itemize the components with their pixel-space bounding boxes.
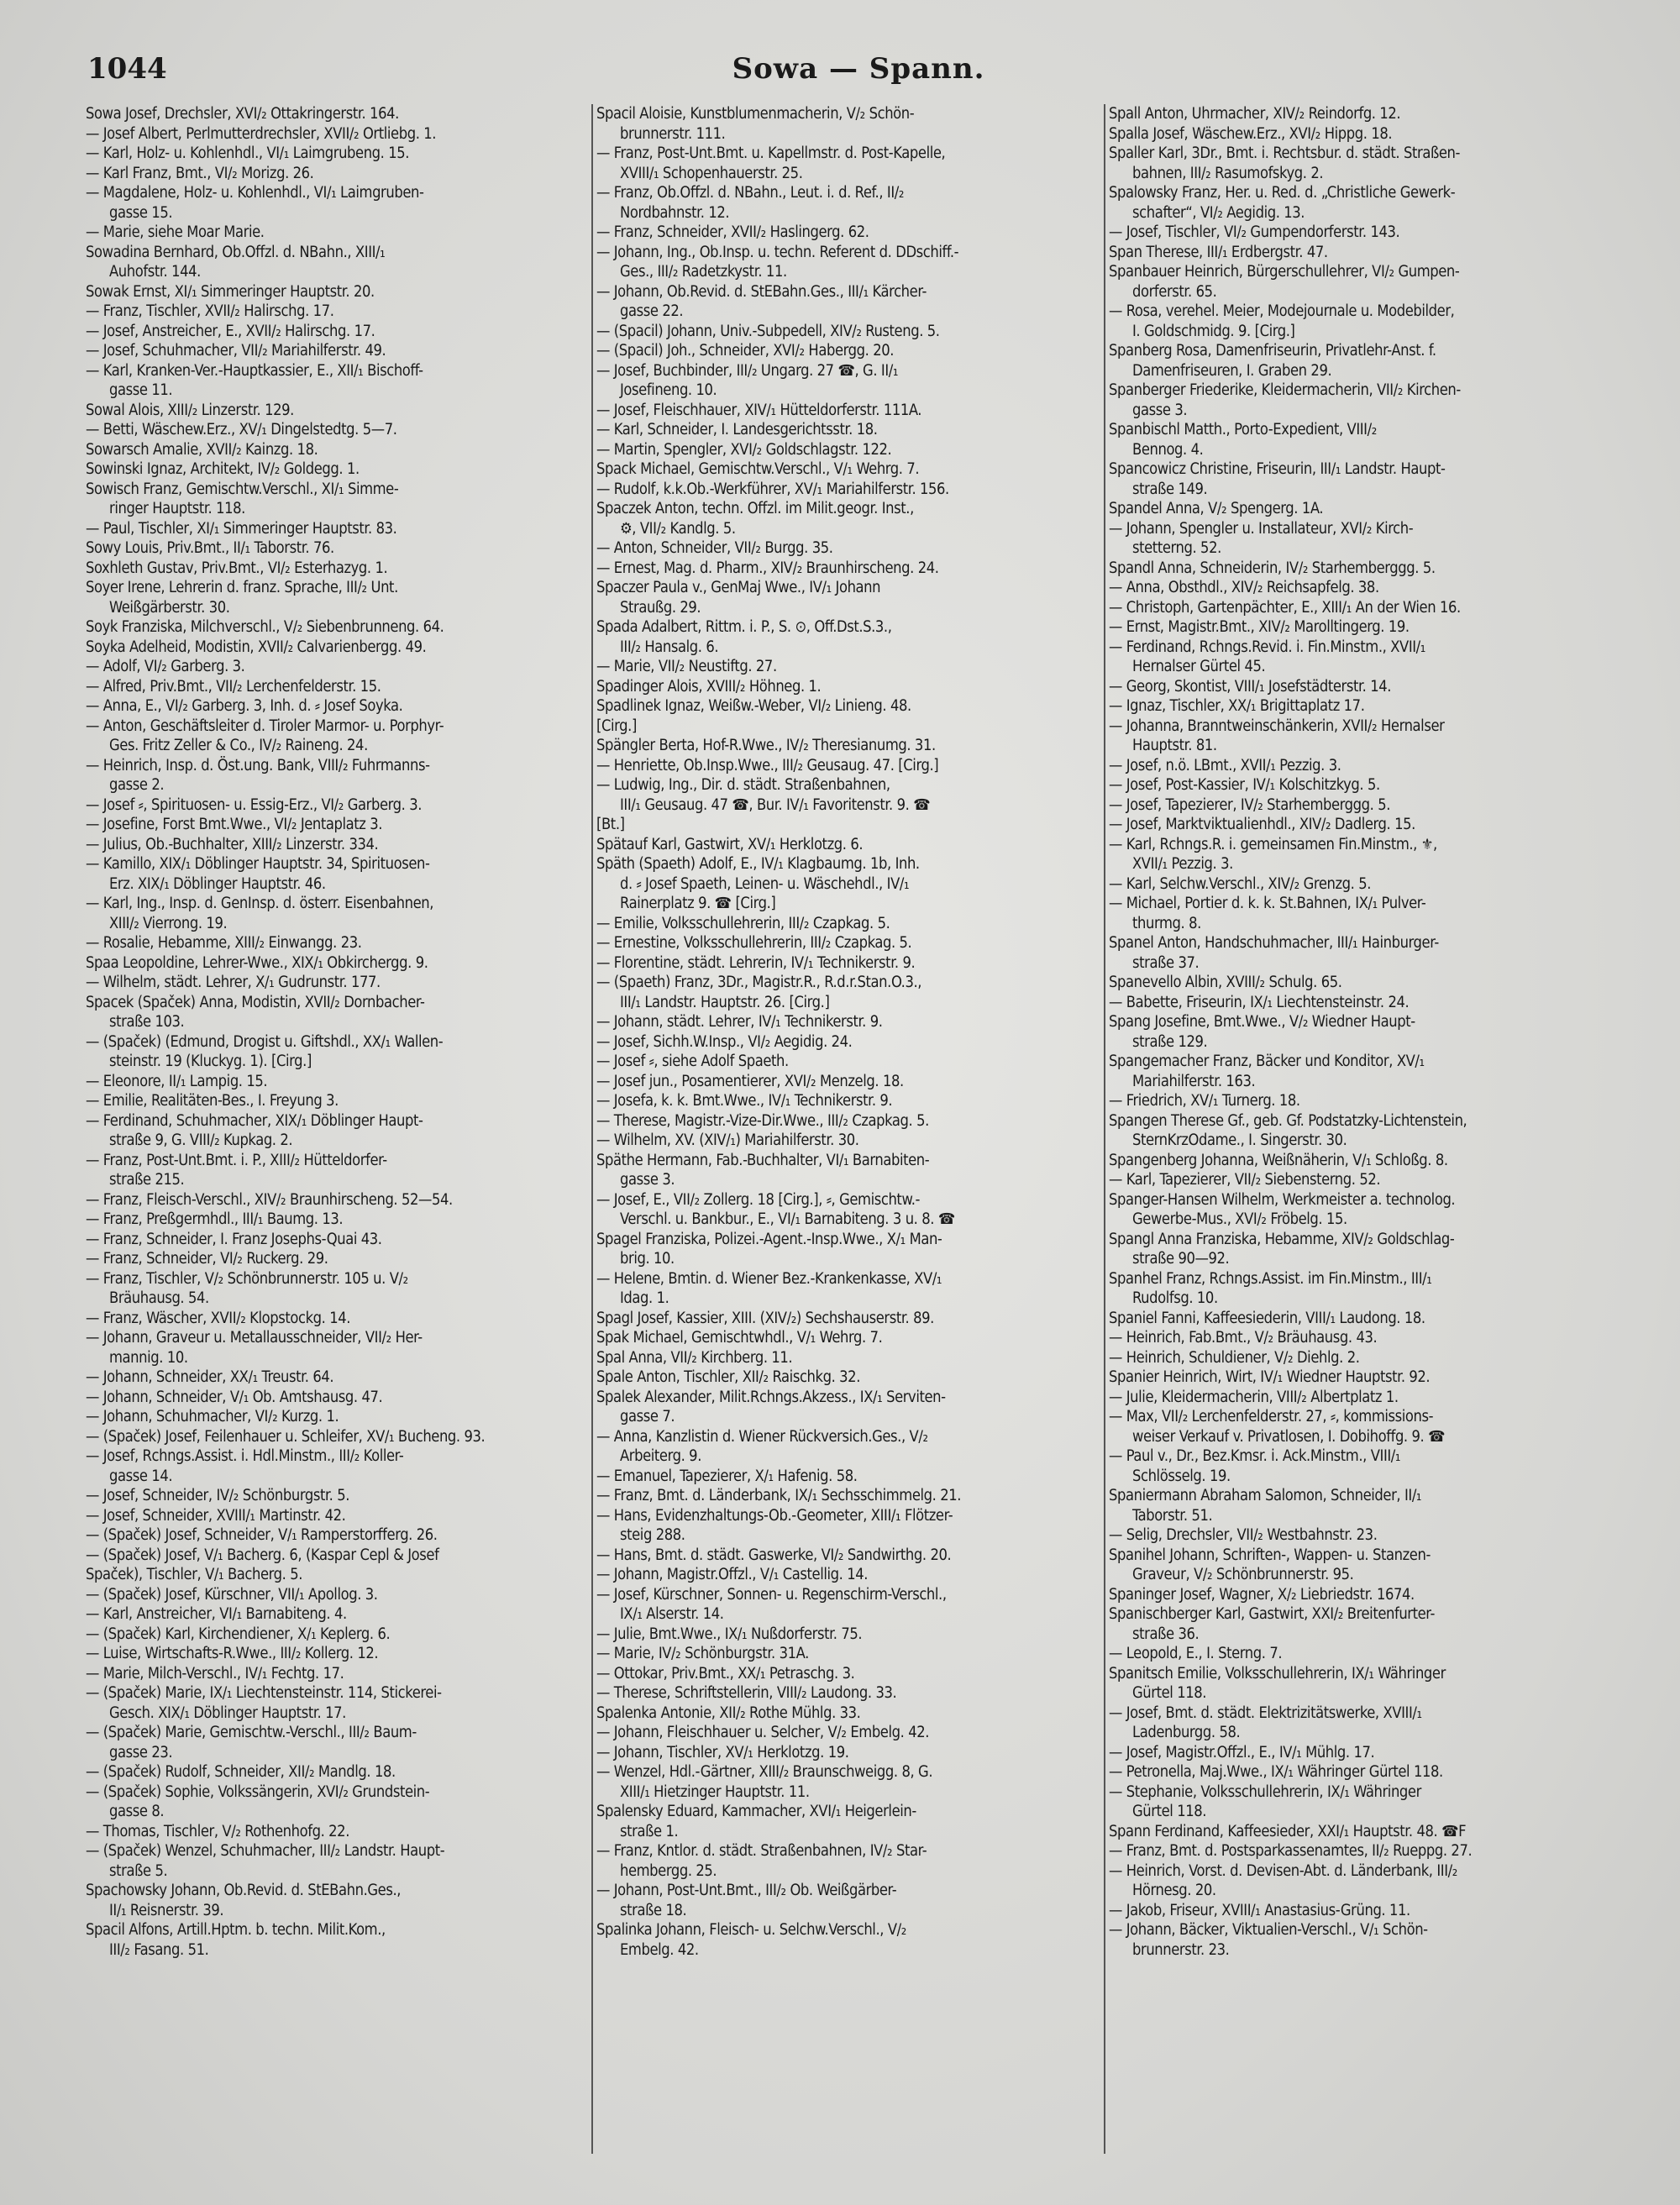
directory-entry-line: — (Spaček) Rudolf, Schneider, XII/₂ Mandlg. 18. xyxy=(86,1763,396,1781)
directory-entry-line: thurmg. 8. xyxy=(1132,914,1201,932)
directory-entry-line: gasse 15. xyxy=(109,203,173,222)
directory-entry-line: Spangemacher Franz, Bäcker und Konditor, XV/₁ xyxy=(1109,1053,1425,1070)
directory-entry-line: Sowadina Bernhard, Ob.Offzl. d. NBahn., XIII/₁ xyxy=(86,243,386,261)
directory-entry-line: gasse 3. xyxy=(620,1171,675,1189)
directory-entry-line: — Johann, Spengler u. Installateur, XVI/₂ Kirch- xyxy=(1109,519,1414,538)
directory-entry-line: — (Spaček) Marie, IX/₁ Liechtensteinstr. 114, Stickerei- xyxy=(86,1684,442,1702)
directory-entry-line: — Josef, Fleischhauer, XIV/₁ Hütteldorferstr. 111A. xyxy=(596,401,922,419)
directory-entry-line: Mariahilferstr. 163. xyxy=(1132,1072,1256,1090)
directory-entry-line: — Johann, Graveur u. Metallausschneider, VII/₂ Her- xyxy=(86,1329,423,1347)
directory-entry-line: Schlösselg. 19. xyxy=(1132,1467,1231,1485)
directory-entry-line: Spalla Josef, Wäschew.Erz., XVI/₂ Hippg. 18. xyxy=(1109,124,1393,143)
column-right xyxy=(1109,104,1611,2171)
directory-entry-line: — Franz, Preßgermhdl., III/₁ Baumg. 13. xyxy=(86,1210,344,1228)
directory-entry-line: — Adolf, VI/₂ Garberg. 3. xyxy=(86,658,245,675)
directory-entry-line: Spanevello Albin, XVIII/₂ Schulg. 65. xyxy=(1109,974,1342,991)
directory-entry-line: — Anton, Geschäftsleiter d. Tiroler Marmor- u. Porphyr- xyxy=(86,717,444,735)
directory-entry-line: — Marie, Milch-Verschl., IV/₁ Fechtg. 17. xyxy=(86,1664,344,1683)
directory-entry-line: Straußg. 29. xyxy=(620,598,701,617)
directory-entry-line: Bennog. 4. xyxy=(1132,440,1204,459)
directory-entry-line: — Marie, IV/₂ Schönburgstr. 31A. xyxy=(596,1645,809,1662)
directory-entry-line: Soxhleth Gustav, Priv.Bmt., VI/₂ Esterhazyg. 1. xyxy=(86,559,388,577)
directory-entry-line: Spann Ferdinand, Kaffeesieder, XXI/₁ Hauptstr. 48. ☎F xyxy=(1109,1822,1467,1840)
directory-entry-line: Sowal Alois, XIII/₂ Linzerstr. 129. xyxy=(86,401,294,419)
directory-entry-line: — Johann, städt. Lehrer, IV/₁ Technikerstr. 9. xyxy=(596,1013,883,1031)
directory-entry-line: Verschl. u. Bankbur., E., VI/₁ Barnabiteng. 3 u. 8. ☎ xyxy=(620,1210,955,1228)
directory-entry-line: — Josef, Bmt. d. städt. Elektrizitätswerke, XVIII/₁ xyxy=(1109,1704,1422,1722)
directory-entry-line: straße 103. xyxy=(109,1013,185,1031)
directory-entry-line: — Julius, Ob.-Buchhalter, XIII/₂ Linzerstr. 334. xyxy=(86,835,379,853)
directory-entry-line: — Franz, Schneider, I. Franz Josephs-Quai 43. xyxy=(86,1230,382,1248)
directory-entry-line: gasse 11. xyxy=(109,381,173,399)
directory-entry-line: Spaček), Tischler, V/₁ Bacherg. 5. xyxy=(86,1566,303,1583)
directory-entry-line: — Anna, Kanzlistin d. Wiener Rückversich.Ges., V/₂ xyxy=(596,1427,928,1446)
directory-entry-line: Span Therese, III/₁ Erdbergstr. 47. xyxy=(1109,243,1328,261)
directory-entry-line: XVII/₁ Pezzig. 3. xyxy=(1132,855,1233,873)
directory-entry-line: — Josef, Kürschner, Sonnen- u. Regenschirm-Verschl., xyxy=(596,1585,947,1604)
directory-entry-line: — Johann, Bäcker, Viktualien-Verschl., V/₁ Schön- xyxy=(1109,1921,1428,1939)
directory-entry-line: Spangen Therese Gf., geb. Gf. Podstatzky-Lichtenstein, xyxy=(1109,1111,1467,1130)
directory-entry-line: XIII/₁ Hietzinger Hauptstr. 11. xyxy=(620,1782,810,1801)
directory-entry-line: gasse 7. xyxy=(620,1408,675,1425)
directory-entry-line: — Franz, Tischler, XVII/₂ Halirschg. 17. xyxy=(86,302,334,320)
directory-entry-line: — Ernest, Mag. d. Pharm., XIV/₂ Braunhirscheng. 24. xyxy=(596,559,939,577)
directory-entry-line: — Josef jun., Posamentierer, XVI/₂ Menzelg. 18. xyxy=(596,1072,904,1090)
directory-entry-line: [Bt.] xyxy=(596,816,625,833)
directory-entry-line: — Ernestine, Volksschullehrerin, III/₂ Czapkag. 5. xyxy=(596,934,912,952)
directory-entry-line: straße 90—92. xyxy=(1132,1250,1230,1268)
directory-entry-line: — Johann, Ing., Ob.Insp. u. techn. Referent d. DDschiff.- xyxy=(596,243,959,261)
directory-entry-line: III/₂ Fasang. 51. xyxy=(109,1940,209,1959)
directory-entry-line: — Karl, Rchngs.R. i. gemeinsamen Fin.Minstm., ⚜, xyxy=(1109,835,1437,853)
directory-entry-line: mannig. 10. xyxy=(109,1348,188,1367)
directory-entry-line: Spaller Karl, 3Dr., Bmt. i. Rechtsbur. d. städt. Straßen- xyxy=(1109,144,1461,162)
directory-entry-line: — Emilie, Volksschullehrerin, III/₂ Czapkag. 5. xyxy=(596,914,890,932)
directory-entry-line: gasse 8. xyxy=(109,1803,165,1820)
directory-entry-line: Rainerplatz 9. ☎ [Cirg.] xyxy=(620,895,776,912)
directory-entry-line: — Karl, Holz- u. Kohlenhdl., VI/₁ Laimgrubeng. 15. xyxy=(86,144,410,162)
directory-entry-line: — Paul, Tischler, XI/₁ Simmeringer Hauptstr. 83. xyxy=(86,519,397,538)
directory-entry-line: straße 37. xyxy=(1132,953,1200,972)
directory-entry-line: — Ferdinand, Schuhmacher, XIX/₁ Döblinger Haupt- xyxy=(86,1111,423,1130)
directory-entry-line: — Josef, Tapezierer, IV/₂ Starhemberggg. 5. xyxy=(1109,795,1391,814)
directory-entry-line: — (Spaček) Josef, Feilenhauer u. Schleifer, XV/₁ Bucheng. 93. xyxy=(86,1427,486,1446)
directory-entry-line: — (Spaček) (Edmund, Drogist u. Giftshdl., XX/₁ Wallen- xyxy=(86,1032,444,1051)
directory-entry-line: Spalensky Eduard, Kammacher, XVI/₁ Heigerlein- xyxy=(596,1803,916,1820)
directory-entry-line: — Emanuel, Tapezierer, X/₁ Hafenig. 58. xyxy=(596,1467,858,1485)
directory-entry-line: weiser Verkauf v. Privatlosen, I. Dobihoffg. 9. ☎ xyxy=(1132,1427,1446,1446)
directory-entry-line: gasse 3. xyxy=(1132,401,1188,419)
directory-entry-line: — Johann, Fleischhauer u. Selcher, V/₂ Embelg. 42. xyxy=(596,1724,930,1741)
directory-entry-line: Spang Josefine, Bmt.Wwe., V/₂ Wiedner Haupt- xyxy=(1109,1013,1415,1031)
directory-entry-line: — Michael, Portier d. k. k. St.Bahnen, IX/₁ Pulver- xyxy=(1109,895,1426,912)
directory-entry-line: Spacil Alfons, Artill.Hptm. b. techn. Milit.Kom., xyxy=(86,1921,386,1939)
directory-entry-line: ⚙, VII/₂ Kandlg. 5. xyxy=(620,519,736,538)
directory-entry-line: Spätauf Karl, Gastwirt, XV/₁ Herklotzg. 6. xyxy=(596,835,864,853)
directory-entry-line: Auhofstr. 144. xyxy=(109,263,201,281)
directory-entry-line: Sowarsch Amalie, XVII/₂ Kainzg. 18. xyxy=(86,440,318,459)
directory-entry-line: IX/₁ Alserstr. 14. xyxy=(620,1605,724,1623)
directory-entry-line: — Betti, Wäschew.Erz., XV/₁ Dingelstedtg. 5—7. xyxy=(86,421,397,438)
directory-entry-line: Spagel Franziska, Polizei.-Agent.-Insp.Wwe., X/₁ Man- xyxy=(596,1230,942,1248)
directory-entry-line: — Georg, Skontist, VIII/₁ Josefstädterstr. 14. xyxy=(1109,677,1392,696)
directory-entry-line: straße 129. xyxy=(1132,1032,1208,1051)
directory-entry-line: Damenfriseuren, I. Graben 29. xyxy=(1132,361,1332,380)
directory-entry-line: Spalinka Johann, Fleisch- u. Selchw.Verschl., V/₂ xyxy=(596,1921,906,1939)
directory-entry-line: — Karl, Schneider, I. Landesgerichtsstr. 18. xyxy=(596,421,878,438)
directory-entry-line: — Hans, Bmt. d. städt. Gaswerke, VI/₂ Sandwirthg. 20. xyxy=(596,1546,952,1564)
directory-entry-line: — Johann, Ob.Revid. d. StEBahn.Ges., III/₁ Kärcher- xyxy=(596,282,927,301)
directory-entry-line: — Johann, Magistr.Offzl., V/₁ Castellig. 14. xyxy=(596,1566,869,1583)
directory-entry-line: — (Spaček) Josef, Schneider, V/₁ Ramperstorfferg. 26. xyxy=(86,1526,438,1544)
directory-entry-line: SternKrzOdame., I. Singerstr. 30. xyxy=(1132,1131,1347,1149)
directory-entry-line: — Karl, Anstreicher, VI/₁ Barnabiteng. 4. xyxy=(86,1605,347,1623)
running-head: Sowa — Spann. xyxy=(732,52,985,86)
directory-entry-line: Spagl Josef, Kassier, XIII. (XIV/₂) Sechshauserstr. 89. xyxy=(596,1309,934,1327)
directory-entry-line: Spacek (Spaček) Anna, Modistin, XVII/₂ Dornbacher- xyxy=(86,993,425,1011)
directory-entry-line: Sowak Ernst, XI/₁ Simmeringer Hauptstr. 20. xyxy=(86,282,375,301)
directory-entry-line: — Karl Franz, Bmt., VI/₂ Morizg. 26. xyxy=(86,164,314,182)
directory-entry-line: II/₁ Reisnerstr. 39. xyxy=(109,1901,224,1919)
directory-entry-line: — Anton, Schneider, VII/₂ Burgg. 35. xyxy=(596,539,833,557)
directory-entry-line: Taborstr. 51. xyxy=(1132,1506,1213,1525)
directory-entry-line: Spale Anton, Tischler, XII/₂ Raischkg. 32. xyxy=(596,1368,860,1386)
directory-entry-line: Spanger-Hansen Wilhelm, Werkmeister a. technolog. xyxy=(1109,1190,1456,1209)
directory-entry-line: — Franz, Post-Unt.Bmt. i. P., XIII/₂ Hütteldorfer- xyxy=(86,1151,387,1169)
directory-entry-line: ringer Hauptstr. 118. xyxy=(109,500,245,517)
directory-entry-line: Spanberger Friederike, Kleidermacherin, VII/₂ Kirchen- xyxy=(1109,381,1461,399)
directory-entry-line: — Ignaz, Tischler, XX/₁ Brigittaplatz 17. xyxy=(1109,697,1365,715)
directory-entry-line: — Franz, Bmt. d. Länderbank, IX/₁ Sechsschimmelg. 21. xyxy=(596,1487,962,1504)
directory-entry-line: Spalenka Antonie, XII/₂ Rothe Mühlg. 33. xyxy=(596,1704,861,1722)
directory-entry-line: — Leopold, E., I. Sterng. 7. xyxy=(1109,1645,1283,1662)
directory-entry-line: — Ferdinand, Rchngs.Revid. i. Fin.Minstm., XVII/₁ xyxy=(1109,638,1425,656)
directory-entry-line: Soyer Irene, Lehrerin d. franz. Sprache, III/₂ Unt. xyxy=(86,579,398,596)
directory-entry-line: steig 288. xyxy=(620,1526,685,1544)
directory-entry-line: Spalek Alexander, Milit.Rchngs.Akzess., IX/₁ Serviten- xyxy=(596,1388,946,1406)
directory-entry-line: Spanbischl Matth., Porto-Expedient, VIII/₂ xyxy=(1109,421,1377,438)
directory-entry-line: [Cirg.] xyxy=(596,717,637,735)
directory-entry-line: straße 215. xyxy=(109,1171,185,1189)
directory-entry-line: Spangenberg Johanna, Weißnäherin, V/₁ Schloßg. 8. xyxy=(1109,1151,1448,1169)
directory-entry-line: straße 18. xyxy=(620,1901,687,1919)
directory-entry-line: — Franz, Post-Unt.Bmt. u. Kapellmstr. d. Post-Kapelle, xyxy=(596,144,946,162)
directory-entry-line: brig. 10. xyxy=(620,1250,675,1268)
directory-entry-line: schafter“, VI/₂ Aegidig. 13. xyxy=(1132,203,1305,222)
directory-entry-line: Ges. Fritz Zeller & Co., IV/₂ Raineng. 24. xyxy=(109,737,368,754)
directory-entry-line: — Thomas, Tischler, V/₂ Rothenhofg. 22. xyxy=(86,1822,349,1840)
directory-entry-line: Spanberg Rosa, Damenfriseurin, Privatlehr-Anst. f. xyxy=(1109,342,1436,360)
directory-entry-line: XIII/₂ Vierrong. 19. xyxy=(109,914,228,932)
directory-entry-line: — (Spaček) Wenzel, Schuhmacher, III/₂ Landstr. Haupt- xyxy=(86,1842,445,1860)
directory-entry-line: — Josef, Schneider, XVIII/₁ Martinstr. 42. xyxy=(86,1506,346,1525)
directory-entry-line: — Johann, Schneider, XX/₁ Treustr. 64. xyxy=(86,1368,334,1386)
directory-entry-line: — Therese, Schriftstellerin, VIII/₂ Laudong. 33. xyxy=(596,1684,897,1702)
directory-entry-line: Sowa Josef, Drechsler, XVI/₂ Ottakringerstr. 164. xyxy=(86,105,399,123)
directory-entry-line: Spadlinek Ignaz, Weißw.-Weber, VI/₂ Linieng. 48. xyxy=(596,697,911,715)
directory-entry-line: — Josef, Marktviktualienhdl., XIV/₂ Dadlerg. 15. xyxy=(1109,816,1415,833)
directory-entry-line: — Petronella, Maj.Wwe., IX/₁ Währinger Gürtel 118. xyxy=(1109,1763,1443,1781)
directory-entry-line: Spanischberger Karl, Gastwirt, XXI/₂ Breitenfurter- xyxy=(1109,1605,1435,1623)
directory-entry-line: — Josef, Buchbinder, III/₂ Ungarg. 27 ☎, G. II/₁ xyxy=(596,361,899,380)
directory-entry-line: — Alfred, Priv.Bmt., VII/₂ Lerchenfelderstr. 15. xyxy=(86,677,381,696)
directory-entry-line: — (Spaček) Sophie, Volkssängerin, XVI/₂ Grundstein- xyxy=(86,1782,430,1801)
directory-entry-line: III/₂ Hansalg. 6. xyxy=(620,638,719,656)
directory-entry-line: — Josef Albert, Perlmutterdrechsler, XVII/₂ Ortliebg. 1. xyxy=(86,124,437,143)
directory-entry-line: — Therese, Magistr.-Vize-Dir.Wwe., III/₂ Czapkag. 5. xyxy=(596,1111,929,1130)
directory-entry-line: — Josefine, Forst Bmt.Wwe., VI/₂ Jentaplatz 3. xyxy=(86,816,383,833)
directory-entry-line: Spanihel Johann, Schriften-, Wappen- u. Stanzen- xyxy=(1109,1546,1431,1564)
directory-entry-line: — Anna, Obsthdl., XIV/₂ Reichsapfelg. 38. xyxy=(1109,579,1379,596)
directory-entry-line: — Josef, Magistr.Offzl., E., IV/₁ Mühlg. 17. xyxy=(1109,1743,1375,1761)
column-middle xyxy=(596,104,1099,2171)
directory-entry-line: Soyka Adelheid, Modistin, XVII/₂ Calvarienbergg. 49. xyxy=(86,638,427,656)
directory-entry-line: — Magdalene, Holz- u. Kohlenhdl., VI/₁ Laimgruben- xyxy=(86,184,424,202)
directory-entry-line: — Henriette, Ob.Insp.Wwe., III/₂ Geusaug. 47. [Cirg.] xyxy=(596,756,939,774)
directory-entry-line: — Paul v., Dr., Bez.Kmsr. i. Ack.Minstm., VIII/₁ xyxy=(1109,1447,1401,1465)
directory-entry-line: — Josef ⸗, Spirituosen- u. Essig-Erz., VI/₂ Garberg. 3. xyxy=(86,795,423,814)
directory-entry-line: gasse 23. xyxy=(109,1743,173,1761)
directory-entry-line: — Johann, Schneider, V/₁ Ob. Amtshausg. 47. xyxy=(86,1388,383,1406)
directory-entry-line: — Josefa, k. k. Bmt.Wwe., IV/₁ Technikerstr. 9. xyxy=(596,1092,893,1110)
directory-entry-line: — Josef, Schneider, IV/₂ Schönburgstr. 5. xyxy=(86,1487,350,1504)
directory-entry-line: straße 36. xyxy=(1132,1625,1200,1643)
directory-entry-line: — (Spacil) Johann, Univ.-Subpedell, XIV/₂ Rusteng. 5. xyxy=(596,322,940,340)
directory-entry-line: — Selig, Drechsler, VII/₂ Westbahnstr. 23. xyxy=(1109,1526,1378,1544)
directory-entry-line: — Johann, Schuhmacher, VI/₂ Kurzg. 1. xyxy=(86,1408,339,1425)
directory-entry-line: — Heinrich, Vorst. d. Devisen-Abt. d. Länderbank, III/₂ xyxy=(1109,1861,1457,1880)
directory-entry-line: gasse 2. xyxy=(109,776,165,794)
directory-entry-line: Spacil Aloisie, Kunstblumenmacherin, V/₂ Schön- xyxy=(596,105,915,123)
directory-entry-line: — Max, VII/₂ Lerchenfelderstr. 27, ⸗, kommissions- xyxy=(1109,1408,1434,1425)
directory-entry-line: Spaczer Paula v., GenMaj Wwe., IV/₁ Johann xyxy=(596,579,881,596)
directory-entry-line: Spangl Anna Franziska, Hebamme, XIV/₂ Goldschlag- xyxy=(1109,1230,1455,1248)
directory-entry-line: Spal Anna, VII/₂ Kirchberg. 11. xyxy=(596,1348,793,1367)
directory-entry-line: — Julie, Kleidermacherin, VIII/₂ Albertplatz 1. xyxy=(1109,1388,1399,1406)
directory-entry-line: — Marie, VII/₂ Neustiftg. 27. xyxy=(596,658,777,675)
directory-entry-line: Gewerbe-Mus., XVI/₂ Fröbelg. 15. xyxy=(1132,1210,1347,1228)
directory-entry-line: Spandl Anna, Schneiderin, IV/₂ Starhemberggg. 5. xyxy=(1109,559,1436,577)
directory-entry-line: — (Spaček) Josef, Kürschner, VII/₁ Apollog. 3. xyxy=(86,1585,378,1604)
directory-entry-line: — Johanna, Branntweinschänkerin, XVII/₂ Hernalser xyxy=(1109,717,1445,735)
directory-entry-line: Erz. XIX/₁ Döblinger Hauptstr. 46. xyxy=(109,874,326,893)
directory-entry-line: — Heinrich, Insp. d. Öst.ung. Bank, VIII/₂ Fuhrmanns- xyxy=(86,756,430,774)
directory-entry-line: Sowy Louis, Priv.Bmt., II/₁ Taborstr. 76. xyxy=(86,539,334,557)
directory-entry-line: — Josef, Rchngs.Assist. i. Hdl.Minstm., III/₂ Koller- xyxy=(86,1447,404,1465)
directory-entry-line: — Wenzel, Hdl.-Gärtner, XIII/₂ Braunschweigg. 8, G. xyxy=(596,1763,933,1781)
directory-entry-line: Sowisch Franz, Gemischtw.Verschl., XI/₁ Simme- xyxy=(86,480,399,498)
directory-entry-line: Spak Michael, Gemischtwhdl., V/₁ Wehrg. 7. xyxy=(596,1329,883,1347)
directory-entry-line: Spadinger Alois, XVIII/₂ Höhneg. 1. xyxy=(596,677,822,696)
directory-entry-line: — Franz, Fleisch-Verschl., XIV/₂ Braunhirscheng. 52—54. xyxy=(86,1190,453,1209)
directory-entry-line: — Ottokar, Priv.Bmt., XX/₁ Petraschg. 3. xyxy=(596,1664,855,1683)
directory-entry-line: — Franz, Schneider, XVII/₂ Haslingerg. 62. xyxy=(596,223,869,241)
directory-entry-line: Spachowsky Johann, Ob.Revid. d. StEBahn.Ges., xyxy=(86,1882,402,1899)
directory-entry-line: — Wilhelm, XV. (XIV/₁) Mariahilferstr. 30. xyxy=(596,1131,859,1149)
directory-entry-line: — Josef, Schuhmacher, VII/₂ Mariahilferstr. 49. xyxy=(86,342,386,360)
directory-entry-line: Spaniermann Abraham Salomon, Schneider, II/₁ xyxy=(1109,1487,1422,1504)
directory-entry-line: — Franz, Ob.Offzl. d. NBahn., Leut. i. d. Ref., II/₂ xyxy=(596,184,905,202)
directory-entry-line: — Karl, Selchw.Verschl., XIV/₂ Grenzg. 5. xyxy=(1109,874,1372,893)
directory-entry-line: — Franz, Kntlor. d. städt. Straßenbahnen, IV/₂ Star- xyxy=(596,1842,927,1860)
directory-entry-line: — Josef, Tischler, VI/₂ Gumpendorferstr. 143. xyxy=(1109,223,1400,241)
directory-entry-line: — Karl, Kranken-Ver.-Hauptkassier, E., XII/₁ Bischoff- xyxy=(86,361,423,380)
directory-entry-line: — Franz, Tischler, V/₂ Schönbrunnerstr. 105 u. V/₂ xyxy=(86,1269,408,1288)
directory-entry-line: — Christoph, Gartenpächter, E., XIII/₁ An der Wien 16. xyxy=(1109,598,1461,617)
directory-entry-line: — Josef, Sichh.W.Insp., VI/₂ Aegidig. 24. xyxy=(596,1032,853,1051)
directory-entry-line: — (Spacil) Joh., Schneider, XVI/₂ Habergg. 20. xyxy=(596,342,894,360)
directory-entry-line: — Florentine, städt. Lehrerin, IV/₁ Technikerstr. 9. xyxy=(596,953,916,972)
directory-entry-line: Spada Adalbert, Rittm. i. P., S. ⊙, Off.Dst.S.3., xyxy=(596,618,892,636)
directory-entry-line: Ladenburgg. 58. xyxy=(1132,1724,1241,1741)
column-left xyxy=(86,104,588,2171)
directory-entry-line: — Josef ⸗, siehe Adolf Spaeth. xyxy=(596,1053,789,1070)
directory-entry-line: — Heinrich, Fab.Bmt., V/₂ Bräuhausg. 43. xyxy=(1109,1329,1378,1347)
directory-entry-line: bahnen, III/₂ Rasumofskyg. 2. xyxy=(1132,164,1324,182)
directory-entry-line: XVIII/₁ Schopenhauerstr. 25. xyxy=(620,164,803,182)
directory-entry-line: — (Spaček) Karl, Kirchendiener, X/₁ Keplerg. 6. xyxy=(86,1625,391,1643)
directory-entry-line: straße 1. xyxy=(620,1822,679,1840)
directory-entry-line: Sowinski Ignaz, Architekt, IV/₂ Goldegg. 1. xyxy=(86,460,360,478)
directory-entry-line: — Franz, Wäscher, XVII/₂ Klopstockg. 14. xyxy=(86,1309,351,1327)
directory-entry-line: — Anna, E., VI/₂ Garberg. 3, Inh. d. ⸗ Josef Soyka. xyxy=(86,697,403,715)
directory-entry-line: Soyk Franziska, Milchverschl., V/₂ Siebenbrunneng. 64. xyxy=(86,618,444,636)
directory-entry-line: hembergg. 25. xyxy=(620,1861,717,1880)
directory-entry-line: III/₁ Landstr. Hauptstr. 26. [Cirg.] xyxy=(620,993,830,1011)
directory-entry-line: — (Spaček) Josef, V/₁ Bacherg. 6, (Kaspar Cepl & Josef xyxy=(86,1546,439,1564)
directory-entry-line: — Johann, Tischler, XV/₁ Herklotzg. 19. xyxy=(596,1743,849,1761)
directory-entry-line: — Stephanie, Volksschullehrerin, IX/₁ Währinger xyxy=(1109,1782,1421,1801)
directory-entry-line: — Josef, Post-Kassier, IV/₁ Kolschitzkyg. 5. xyxy=(1109,776,1380,794)
directory-entry-line: gasse 22. xyxy=(620,302,684,320)
directory-entry-line: Arbeiterg. 9. xyxy=(620,1447,701,1465)
directory-entry-line: Späthe Hermann, Fab.-Buchhalter, VI/₁ Barnabiten- xyxy=(596,1151,930,1169)
directory-entry-line: Embelg. 42. xyxy=(620,1940,699,1959)
directory-entry-line: Spängler Berta, Hof-R.Wwe., IV/₂ Theresianumg. 31. xyxy=(596,737,936,754)
directory-entry-line: — Emilie, Realitäten-Bes., I. Freyung 3. xyxy=(86,1092,339,1110)
directory-entry-line: Spanel Anton, Handschuhmacher, III/₁ Hainburger- xyxy=(1109,934,1439,952)
directory-entry-line: brunnerstr. 111. xyxy=(620,124,726,143)
directory-entry-line: Weißgärberstr. 30. xyxy=(109,598,230,617)
directory-entry-line: — Karl, Tapezierer, VII/₂ Siebensterng. 52. xyxy=(1109,1171,1381,1189)
directory-entry-line: Späth (Spaeth) Adolf, E., IV/₁ Klagbaumg. 1b, Inh. xyxy=(596,855,920,873)
directory-entry-line: — Marie, siehe Moar Marie. xyxy=(86,223,265,241)
page-header xyxy=(87,52,1630,96)
directory-entry-line: — Franz, Schneider, VI/₂ Ruckerg. 29. xyxy=(86,1250,328,1268)
directory-entry-line: — (Spaček) Marie, Gemischtw.-Verschl., III/₂ Baum- xyxy=(86,1724,417,1741)
directory-entry-line: brunnerstr. 23. xyxy=(1132,1940,1230,1959)
directory-entry-line: — Julie, Bmt.Wwe., IX/₁ Nußdorferstr. 75. xyxy=(596,1625,863,1643)
directory-columns xyxy=(86,104,1640,2171)
directory-entry-line: Spancowicz Christine, Friseurin, III/₁ Landstr. Haupt- xyxy=(1109,460,1446,478)
directory-entry-line: straße 149. xyxy=(1132,480,1208,498)
directory-entry-line: Spandel Anna, V/₂ Spengerg. 1A. xyxy=(1109,500,1324,517)
directory-entry-line: — Josef, E., VII/₂ Zollerg. 18 [Cirg.], ⸗, Gemischtw.- xyxy=(596,1190,921,1209)
directory-entry-line: III/₁ Geusaug. 47 ☎, Bur. IV/₁ Favoritenstr. 9. ☎ xyxy=(620,795,931,814)
directory-entry-line: Nordbahnstr. 12. xyxy=(620,203,730,222)
directory-entry-line: Gürtel 118. xyxy=(1132,1684,1207,1702)
directory-entry-line: straße 5. xyxy=(109,1861,168,1880)
directory-entry-line: Spaninger Josef, Wagner, X/₂ Liebriedstr. 1674. xyxy=(1109,1585,1415,1604)
directory-entry-line: — Rudolf, k.k.Ob.-Werkführer, XV/₁ Mariahilferstr. 156. xyxy=(596,480,949,498)
directory-entry-line: — Helene, Bmtin. d. Wiener Bez.-Krankenkasse, XV/₁ xyxy=(596,1269,942,1288)
directory-entry-line: — Rosa, verehel. Meier, Modejournale u. Modebilder, xyxy=(1109,302,1455,320)
directory-entry-line: I. Goldschmidg. 9. [Cirg.] xyxy=(1132,322,1295,340)
directory-entry-line: — Franz, Bmt. d. Postsparkassenamtes, II/₂ Rueppg. 27. xyxy=(1109,1842,1473,1860)
directory-entry-line: — Josef, n.ö. LBmt., XVII/₁ Pezzig. 3. xyxy=(1109,756,1341,774)
directory-entry-line: — Luise, Wirtschafts-R.Wwe., III/₂ Kollerg. 12. xyxy=(86,1645,379,1662)
directory-entry-line: — Martin, Spengler, XVI/₂ Goldschlagstr. 122. xyxy=(596,440,892,459)
directory-entry-line: — Babette, Friseurin, IX/₁ Liechtensteinstr. 24. xyxy=(1109,993,1410,1011)
directory-entry-line: Gürtel 118. xyxy=(1132,1803,1207,1820)
directory-entry-line: — Heinrich, Schuldiener, V/₂ Diehlg. 2. xyxy=(1109,1348,1360,1367)
directory-entry-line: — Wilhelm, städt. Lehrer, X/₁ Gudrunstr. 177. xyxy=(86,974,381,991)
directory-entry-line: — Ludwig, Ing., Dir. d. städt. Straßenbahnen, xyxy=(596,776,890,794)
directory-entry-line: — Hans, Evidenzhaltungs-Ob.-Geometer, XIII/₁ Flötzer- xyxy=(596,1506,953,1525)
directory-entry-line: Graveur, V/₂ Schönbrunnerstr. 95. xyxy=(1132,1566,1354,1583)
directory-entry-line: Idag. 1. xyxy=(620,1289,669,1307)
directory-entry-line: stetterng. 52. xyxy=(1132,539,1221,557)
directory-entry-line: steinstr. 19 (Kluckyg. 1). [Cirg.] xyxy=(109,1053,312,1070)
directory-entry-line: — Josef, Anstreicher, E., XVII/₂ Halirschg. 17. xyxy=(86,322,375,340)
directory-entry-line: — Johann, Post-Unt.Bmt., III/₂ Ob. Weißgärber- xyxy=(596,1882,897,1899)
directory-entry-line: — Ernst, Magistr.Bmt., XIV/₂ Marolltingerg. 19. xyxy=(1109,618,1410,636)
directory-entry-line: Spaczek Anton, techn. Offzl. im Milit.geogr. Inst., xyxy=(596,500,914,517)
directory-entry-line: — Rosalie, Hebamme, XIII/₂ Einwangg. 23. xyxy=(86,934,362,952)
directory-entry-line: Spalowsky Franz, Her. u. Red. d. „Christliche Gewerk- xyxy=(1109,184,1456,202)
directory-entry-line: — Jakob, Friseur, XVIII/₁ Anastasius-Grüng. 11. xyxy=(1109,1901,1410,1919)
directory-entry-line: — Kamillo, XIX/₁ Döblinger Hauptstr. 34, Spirituosen- xyxy=(86,855,430,873)
directory-entry-line: Spaa Leopoldine, Lehrer-Wwe., XIX/₁ Obkirchergg. 9. xyxy=(86,953,428,972)
directory-entry-line: gasse 14. xyxy=(109,1467,173,1485)
directory-entry-line: Spanitsch Emilie, Volksschullehrerin, IX/₁ Währinger xyxy=(1109,1664,1446,1683)
directory-entry-line: Spanbauer Heinrich, Bürgerschullehrer, VI/₂ Gumpen- xyxy=(1109,263,1460,281)
directory-entry-line: Hernalser Gürtel 45. xyxy=(1132,658,1266,675)
directory-entry-line: Hauptstr. 81. xyxy=(1132,737,1217,754)
directory-entry-line: — Friedrich, XV/₁ Turnerg. 18. xyxy=(1109,1092,1300,1110)
page-number: 1044 xyxy=(87,52,167,86)
directory-entry-line: Spaniel Fanni, Kaffeesiederin, VIII/₁ Laudong. 18. xyxy=(1109,1309,1425,1327)
directory-entry-line: — (Spaeth) Franz, 3Dr., Magistr.R., R.d.r.Stan.O.3., xyxy=(596,974,922,991)
directory-entry-line: Spanhel Franz, Rchngs.Assist. im Fin.Minstm., III/₁ xyxy=(1109,1269,1432,1288)
directory-entry-line: dorferstr. 65. xyxy=(1132,282,1217,301)
directory-entry-line: straße 9, G. VIII/₂ Kupkag. 2. xyxy=(109,1131,293,1149)
directory-entry-line: Rudolfsg. 10. xyxy=(1132,1289,1218,1307)
directory-entry-line: Gesch. XIX/₁ Döblinger Hauptstr. 17. xyxy=(109,1704,346,1722)
directory-entry-line: d. ⸗ Josef Spaeth, Leinen- u. Wäschehdl., IV/₁ xyxy=(620,874,910,893)
directory-entry-line: — Karl, Ing., Insp. d. GenInsp. d. österr. Eisenbahnen, xyxy=(86,895,434,912)
directory-entry-line: Ges., III/₂ Radetzkystr. 11. xyxy=(620,263,787,281)
directory-entry-line: Hörnesg. 20. xyxy=(1132,1882,1216,1899)
directory-entry-line: Spack Michael, Gemischtw.Verschl., V/₁ Wehrg. 7. xyxy=(596,460,920,478)
directory-entry-line: Josefineng. 10. xyxy=(620,381,717,399)
directory-entry-line: Spanier Heinrich, Wirt, IV/₁ Wiedner Hauptstr. 92. xyxy=(1109,1368,1431,1386)
directory-entry-line: Spall Anton, Uhrmacher, XIV/₂ Reindorfg. 12. xyxy=(1109,105,1401,123)
directory-entry-line: — Eleonore, II/₁ Lampig. 15. xyxy=(86,1072,268,1090)
directory-entry-line: Bräuhausg. 54. xyxy=(109,1289,209,1307)
